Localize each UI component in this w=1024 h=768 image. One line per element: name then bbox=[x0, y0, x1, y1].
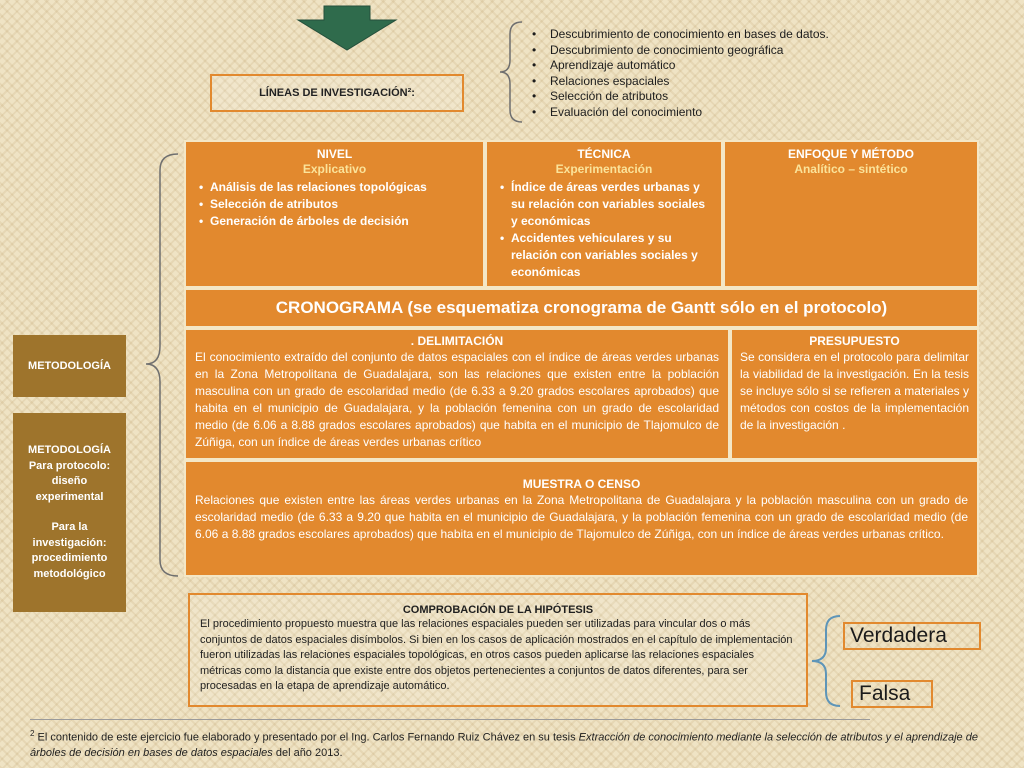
hipotesis-text: El procedimiento propuesto muestra que las relaciones espaciales pueden ser utilizadas para vincular dos o más conjuntos de datos espaciales disímbolos. Si bien en los casos de aplicación mostrados en el capítulo de implementación fueron utilizadas las relaciones espaciales topológicas, en otros casos pueden aplicarse las relaciones espaciales métricas como la distancia que existe entre dos objetos pertenecientes a conjuntos de datos diferentes, para ser procesadas en la etapa de aprendizaje automático. bbox=[200, 618, 793, 692]
lineas-bullet-list bbox=[532, 27, 862, 120]
metodologia-detail-investigacion: Para la investigación: procedimiento metodológico bbox=[31, 521, 108, 580]
footnote-title: Extracción de conocimiento mediante la selección de atributos y el aprendizaje de árboles de decisión en bases de datos espaciales bbox=[30, 731, 978, 759]
verdadera-label: Verdadera bbox=[850, 624, 947, 647]
verdadera-option[interactable] bbox=[843, 622, 981, 650]
footnote-year: del año 2013. bbox=[272, 746, 343, 759]
metodologia-detail-title: METODOLOGÍA bbox=[28, 444, 111, 456]
lineas-item: • Descubrimiento de conocimiento en bases de datos. bbox=[532, 27, 862, 43]
falsa-label: Falsa bbox=[859, 682, 911, 705]
metodologia-label: METODOLOGÍA bbox=[13, 335, 126, 397]
delimitacion-box bbox=[184, 328, 730, 460]
muestra-heading: MUESTRA O CENSO bbox=[522, 477, 641, 491]
muestra-box bbox=[184, 460, 979, 577]
tecnica-box bbox=[485, 140, 723, 288]
muestra-text: Relaciones que existen entre las áreas verdes urbanas en la Zona Metropolitana de Guadalajara y la población masculina con un grado de escolaridad medio (de 6.33 a 9.20 que habita en el municipio de Guadalajara, y la población femenina con un grado de escolaridad medio (de 6.06 a 8.88 grados escolares aprobados) que habita en el municipio de Tlajomulco de Zúñiga, con un índice de áreas verdes urbanas crítico. bbox=[195, 493, 968, 541]
hipotesis-box bbox=[188, 593, 808, 707]
footnote bbox=[30, 726, 985, 761]
presupuesto-box bbox=[730, 328, 979, 460]
lineas-item: • Aprendizaje automático bbox=[532, 58, 862, 74]
footnote-marker: 2 bbox=[30, 729, 35, 738]
hipotesis-title: COMPROBACIÓN DE LA HIPÓTESIS bbox=[402, 604, 594, 616]
tecnica-list bbox=[495, 179, 713, 281]
down-arrow-icon bbox=[292, 0, 402, 54]
nivel-box bbox=[184, 140, 485, 288]
tecnica-item: • Índice de áreas verdes urbanas y su relación con variables sociales y económicas bbox=[511, 179, 713, 230]
tecnica-heading: TÉCNICA bbox=[577, 147, 631, 161]
lineas-item: • Descubrimiento de conocimiento geográfica bbox=[532, 43, 862, 59]
presupuesto-heading: PRESUPUESTO bbox=[809, 334, 900, 348]
nivel-heading: NIVEL bbox=[316, 147, 353, 161]
enfoque-heading: ENFOQUE Y MÉTODO bbox=[787, 147, 915, 161]
lineas-item: • Selección de atributos bbox=[532, 89, 862, 105]
tecnica-subheading: Experimentación bbox=[555, 162, 653, 176]
metodologia-brace bbox=[142, 150, 182, 580]
lineas-title: LÍNEAS DE INVESTIGACIÓN²: bbox=[259, 87, 415, 99]
delimitacion-text: El conocimiento extraído del conjunto de datos espaciales con el índice de áreas verdes urbanas en la Zona Metropolitana de Guadalajara, son las relaciones que existen entre la población masculina con un grado de escolaridad medio (de 6.33 a 9.20 grados escolares aprobados) que habita en el municipio de Guadalajara, y la población femenina con un grado de escolaridad medio (de 6.06 a 8.88 grados escolares aprobados) que habita en el municipio de Tlajomulco de Zúñiga, con un índice de áreas verdes urbanas crítico bbox=[195, 350, 719, 449]
footnote-text: El contenido de este ejercicio fue elaborado y presentado por el Ing. Carlos Fernando Ruiz Chávez en su tesis bbox=[34, 731, 579, 744]
nivel-subheading: Explicativo bbox=[302, 162, 367, 176]
enfoque-box bbox=[723, 140, 979, 288]
delimitacion-heading: . DELIMITACIÓN bbox=[410, 334, 504, 348]
enfoque-subheading: Analítico – sintético bbox=[794, 162, 908, 176]
cronograma-box bbox=[184, 288, 979, 328]
presupuesto-text: Se considera en el protocolo para delimitar la viabilidad de la investigación. En la tesis se incluye sólo si se refieren a materiales y métodos con costos de la implementación de la investigación . bbox=[740, 350, 969, 432]
cronograma-text: CRONOGRAMA (se esquematiza cronograma de Gantt sólo en el protocolo) bbox=[275, 298, 888, 317]
hipotesis-brace bbox=[808, 612, 844, 710]
metodologia-detail-box bbox=[13, 413, 126, 612]
nivel-item: • Selección de atributos bbox=[210, 196, 475, 213]
lineas-title-box bbox=[210, 74, 464, 112]
nivel-item: • Generación de árboles de decisión bbox=[210, 213, 475, 230]
lineas-brace bbox=[498, 16, 528, 128]
footnote-separator bbox=[30, 719, 870, 720]
lineas-item: • Evaluación del conocimiento bbox=[532, 105, 862, 121]
nivel-item: • Análisis de las relaciones topológicas bbox=[210, 179, 475, 196]
falsa-option[interactable] bbox=[851, 680, 933, 708]
lineas-item: • Relaciones espaciales bbox=[532, 74, 862, 90]
tecnica-item: • Accidentes vehiculares y su relación con variables sociales y económicas bbox=[511, 230, 713, 281]
metodologia-detail-protocolo: Para protocolo: diseño experimental bbox=[28, 459, 111, 503]
nivel-list bbox=[194, 179, 475, 230]
